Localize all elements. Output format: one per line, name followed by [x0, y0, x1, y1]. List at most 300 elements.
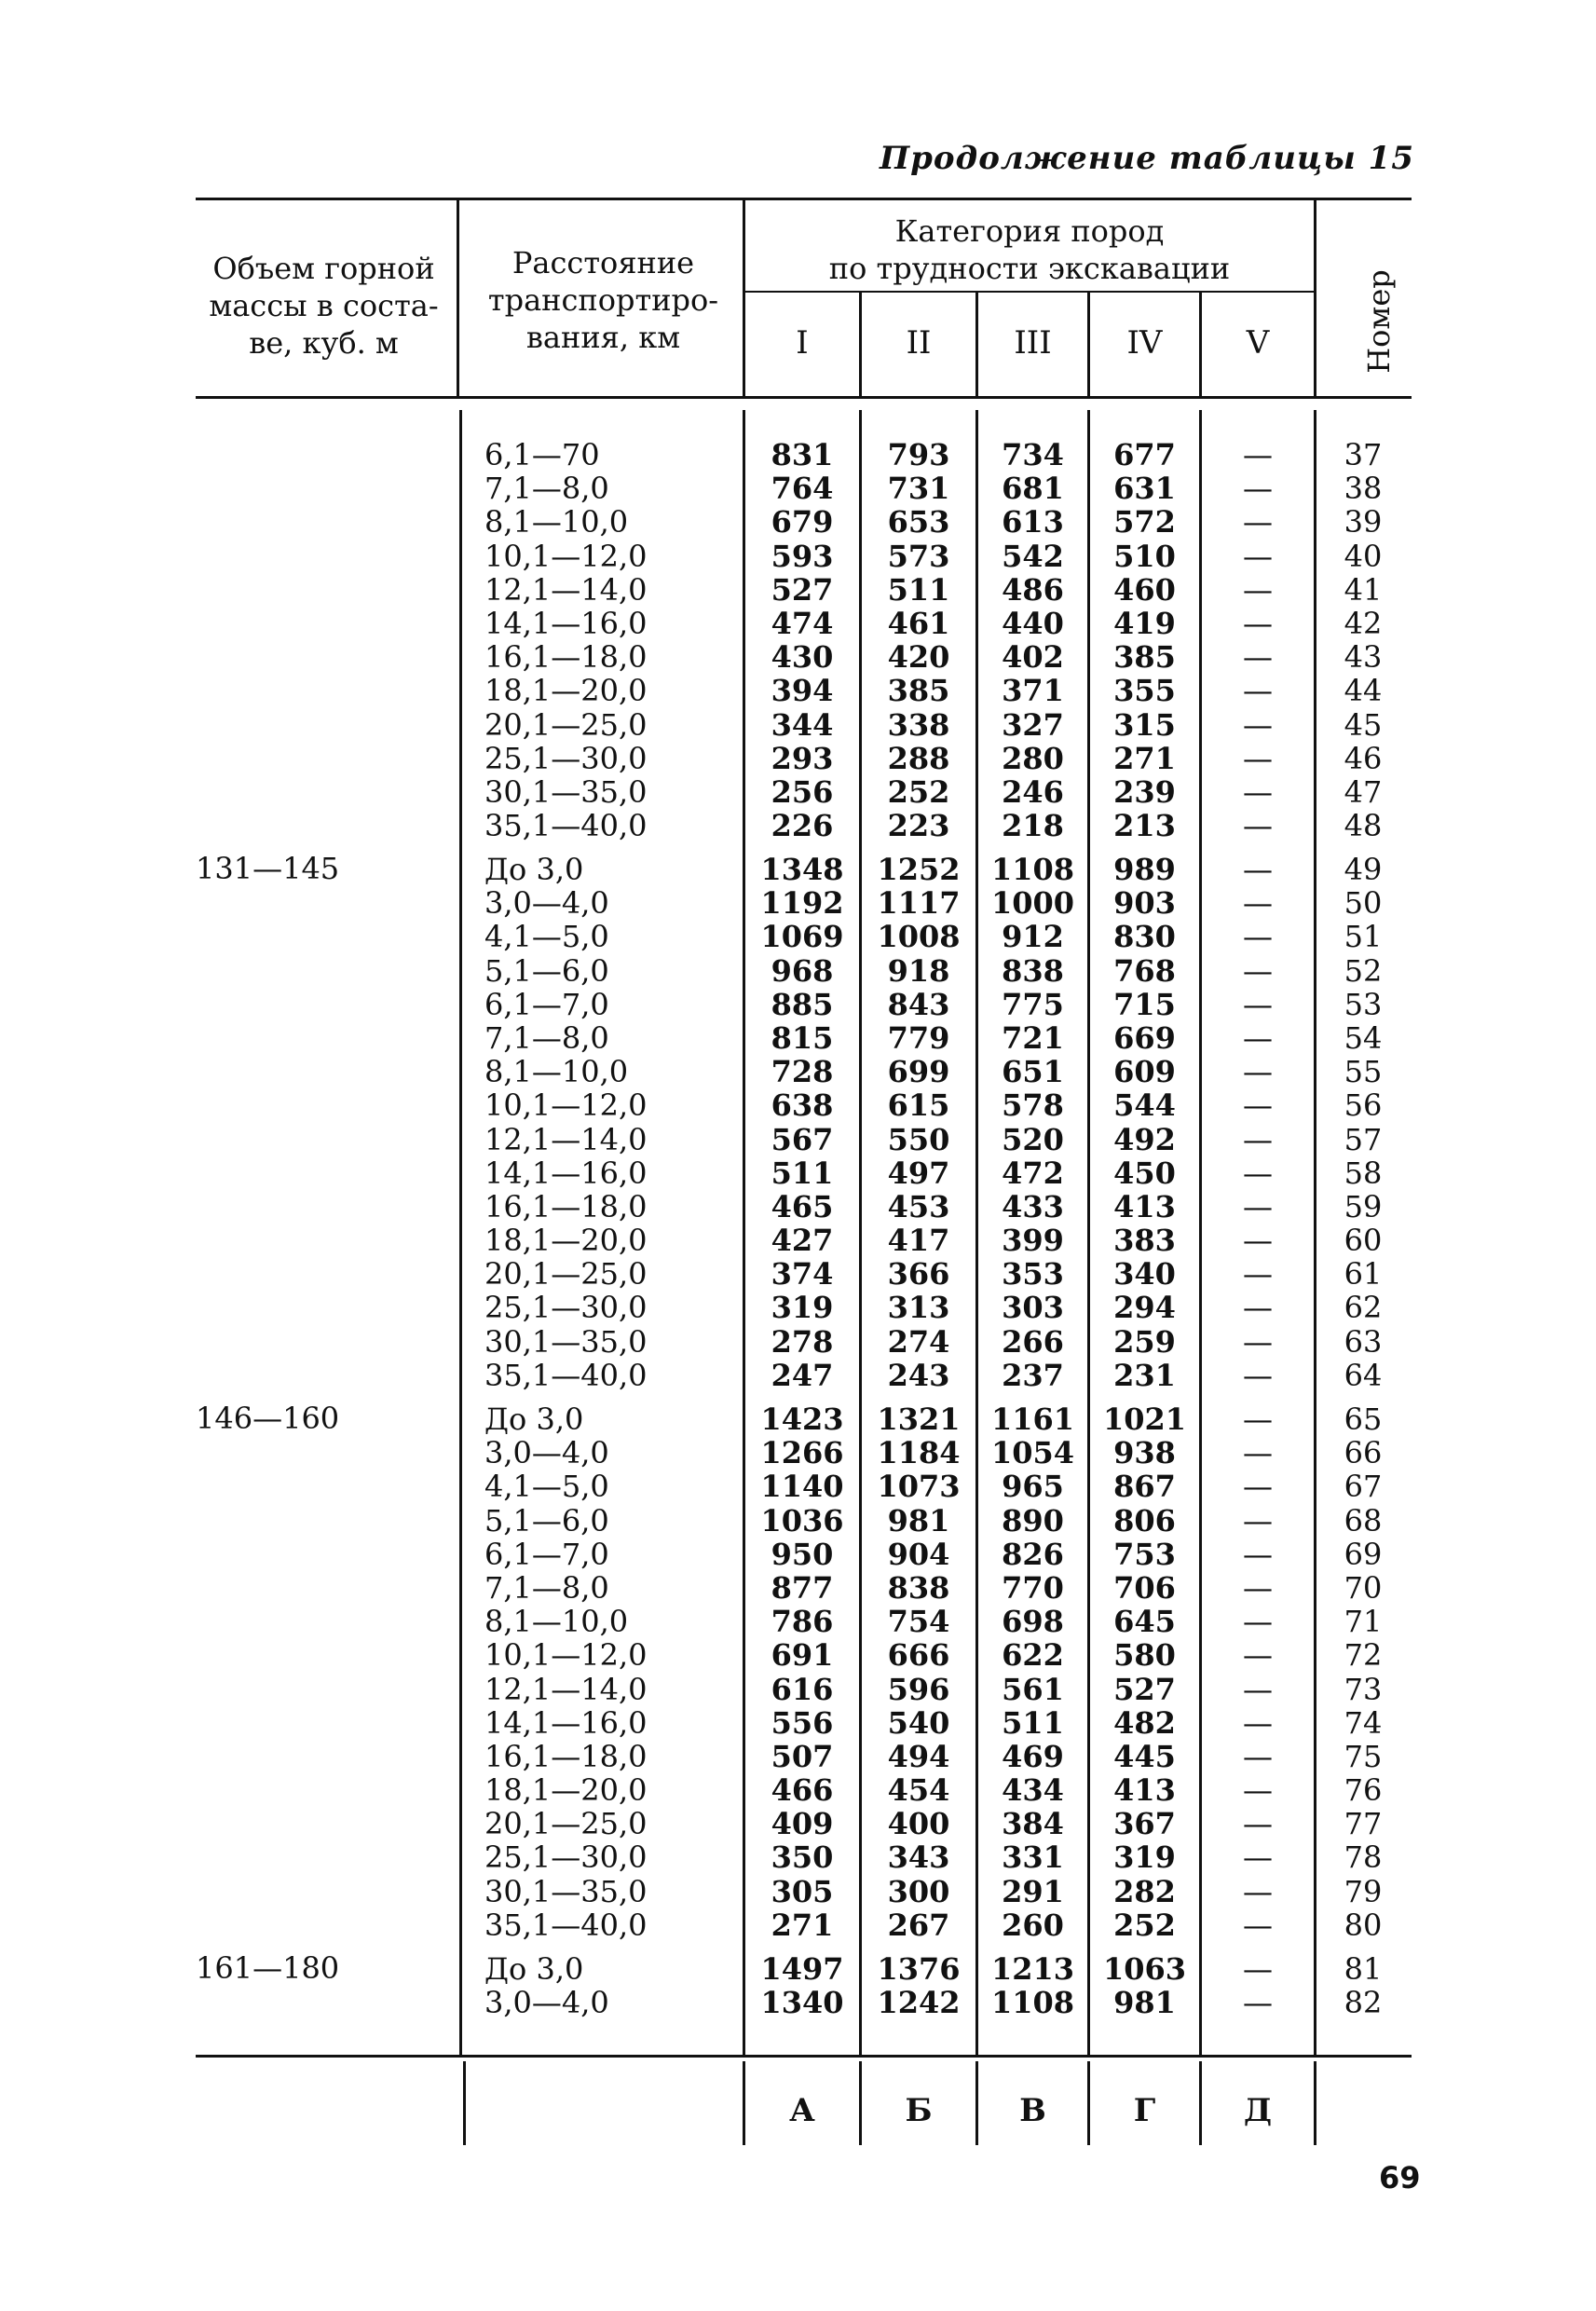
value-cell: 786 [771, 1604, 834, 1640]
value-cell: 1069 [760, 919, 844, 955]
value-cell: 653 [887, 504, 950, 540]
value-cell: 1073 [877, 1469, 961, 1505]
distance-cell: 10,1—12,0 [484, 538, 648, 574]
value-cell: 465 [771, 1188, 834, 1224]
value-cell: 400 [887, 1806, 950, 1842]
distance-cell: 8,1—10,0 [484, 504, 629, 540]
value-cell: 768 [1113, 952, 1176, 989]
category-column-1 [745, 438, 859, 842]
value-cell: 622 [1002, 1637, 1064, 1674]
row-number-cell: 67 [1344, 1469, 1383, 1505]
value-cell: 350 [771, 1839, 834, 1876]
value-cell: 1266 [760, 1435, 844, 1471]
distance-cell: 16,1—18,0 [484, 639, 648, 676]
dash-cell: — [1243, 1256, 1273, 1292]
number-column [1316, 1952, 1410, 2019]
distance-cell: 6,1—70 [484, 437, 600, 472]
value-cell: 374 [771, 1256, 834, 1292]
value-cell: 338 [887, 706, 950, 743]
value-cell: 450 [1113, 1155, 1176, 1191]
value-cell: 815 [771, 1019, 834, 1056]
row-number-cell: 54 [1344, 1019, 1383, 1056]
dash-cell: — [1243, 885, 1273, 922]
value-cell: 593 [771, 538, 834, 574]
dash-cell: — [1243, 1290, 1273, 1326]
roman-I: I [796, 324, 809, 362]
value-cell: 466 [771, 1772, 834, 1809]
number-column [1316, 853, 1410, 1392]
value-cell: 486 [1002, 571, 1064, 608]
row-number-cell: 53 [1344, 986, 1383, 1022]
dash-cell: — [1243, 471, 1273, 507]
row-number-cell: 72 [1344, 1637, 1383, 1674]
value-cell: 877 [771, 1569, 834, 1606]
dash-cell: — [1243, 1087, 1273, 1124]
volume-label: 146—160 [196, 1401, 340, 1436]
value-cell: 981 [887, 1502, 950, 1538]
dash-cell: — [1243, 773, 1273, 810]
value-cell: 305 [771, 1873, 834, 1909]
value-cell: 445 [1113, 1738, 1176, 1774]
row-number-cell: 50 [1344, 885, 1383, 922]
distance-cell: 6,1—7,0 [484, 986, 609, 1022]
number-column [1316, 1402, 1410, 1942]
value-cell: 885 [771, 986, 834, 1022]
value-cell: 331 [1002, 1839, 1064, 1876]
row-number-cell: 77 [1344, 1806, 1383, 1842]
distance-column [484, 1402, 648, 1942]
value-cell: 482 [1113, 1704, 1176, 1741]
value-cell: 638 [771, 1087, 834, 1124]
row-number-cell: 44 [1344, 673, 1383, 709]
number-header: Номер [1361, 269, 1397, 374]
footer-letter-g: Г [1133, 2092, 1156, 2129]
value-cell: 572 [1113, 504, 1176, 540]
header-vrule-7 [1314, 200, 1316, 396]
value-cell: 383 [1113, 1223, 1176, 1259]
dash-cell: — [1243, 1019, 1273, 1056]
value-cell: 540 [887, 1704, 950, 1741]
value-cell: 831 [771, 437, 834, 472]
distance-cell: 18,1—20,0 [484, 673, 648, 709]
value-cell: 256 [771, 773, 834, 810]
value-cell: 731 [887, 471, 950, 507]
value-cell: 793 [887, 437, 950, 472]
value-cell: 266 [1002, 1323, 1064, 1360]
distance-cell: 3,0—4,0 [484, 1985, 609, 2021]
value-cell: 567 [771, 1121, 834, 1157]
value-cell: 433 [1002, 1188, 1064, 1224]
value-cell: 1321 [877, 1402, 961, 1437]
value-cell: 1184 [877, 1435, 961, 1471]
value-cell: 417 [887, 1223, 950, 1259]
category-header: Категория пород по трудности экскавации [828, 213, 1231, 286]
row-number-cell: 73 [1344, 1671, 1383, 1707]
distance-cell: 5,1—6,0 [484, 952, 609, 989]
row-number-cell: 48 [1344, 808, 1383, 844]
row-number-cell: 78 [1344, 1839, 1383, 1876]
category-column-5 [1202, 853, 1314, 1392]
category-column-2 [862, 1402, 975, 1942]
value-cell: 1117 [877, 885, 961, 922]
distance-cell: 16,1—18,0 [484, 1188, 648, 1224]
dash-cell: — [1243, 740, 1273, 776]
row-number-cell: 39 [1344, 504, 1383, 540]
value-cell: 252 [1113, 1907, 1176, 1943]
value-cell: 1054 [990, 1435, 1075, 1471]
category-column-3 [978, 1402, 1087, 1942]
distance-cell: 25,1—30,0 [484, 1839, 648, 1876]
dash-cell: — [1243, 952, 1273, 989]
value-cell: 616 [771, 1671, 834, 1707]
distance-cell: 35,1—40,0 [484, 1907, 648, 1943]
value-cell: 291 [1002, 1873, 1064, 1909]
value-cell: 764 [771, 471, 834, 507]
value-cell: 1348 [760, 852, 844, 887]
row-number-cell: 71 [1344, 1604, 1383, 1640]
category-column-3 [978, 1952, 1087, 2019]
dash-cell: — [1243, 1738, 1273, 1774]
value-cell: 527 [771, 571, 834, 608]
value-cell: 469 [1002, 1738, 1064, 1774]
row-number-cell: 82 [1344, 1985, 1383, 2021]
value-cell: 413 [1113, 1772, 1176, 1809]
value-cell: 544 [1113, 1087, 1176, 1124]
category-column-1 [745, 1402, 859, 1942]
category-column-3 [978, 853, 1087, 1392]
dash-cell: — [1243, 673, 1273, 709]
row-number-cell: 45 [1344, 706, 1383, 743]
value-cell: 715 [1113, 986, 1176, 1022]
category-column-1 [745, 1952, 859, 2019]
value-cell: 1340 [760, 1985, 844, 2021]
value-cell: 728 [771, 1054, 834, 1090]
dash-cell: — [1243, 1357, 1273, 1393]
footer-letter-v: В [1019, 2092, 1046, 2129]
number-column [1316, 438, 1410, 842]
row-number-cell: 55 [1344, 1054, 1383, 1090]
distance-cell: 25,1—30,0 [484, 1290, 648, 1326]
row-number-cell: 52 [1344, 952, 1383, 989]
row-number-cell: 64 [1344, 1357, 1383, 1393]
row-number-cell: 42 [1344, 605, 1383, 641]
distance-cell: До 3,0 [484, 1951, 584, 1987]
row-number-cell: 63 [1344, 1323, 1383, 1360]
table-bottom-rule [196, 2055, 1412, 2058]
footer-vrule-7 [1314, 2061, 1316, 2145]
dash-cell: — [1243, 538, 1273, 574]
dash-cell: — [1243, 1323, 1273, 1360]
row-number-cell: 76 [1344, 1772, 1383, 1809]
distance-cell: 3,0—4,0 [484, 885, 609, 922]
row-number-cell: 65 [1344, 1402, 1383, 1437]
value-cell: 806 [1113, 1502, 1176, 1538]
dash-cell: — [1243, 986, 1273, 1022]
dash-cell: — [1243, 1502, 1273, 1538]
value-cell: 243 [887, 1357, 950, 1393]
value-cell: 681 [1002, 471, 1064, 507]
value-cell: 669 [1113, 1019, 1176, 1056]
category-column-4 [1090, 1952, 1199, 2019]
category-column-5 [1202, 1402, 1314, 1942]
value-cell: 434 [1002, 1772, 1064, 1809]
value-cell: 319 [771, 1290, 834, 1326]
value-cell: 453 [887, 1188, 950, 1224]
value-cell: 779 [887, 1019, 950, 1056]
dash-cell: — [1243, 571, 1273, 608]
value-cell: 890 [1002, 1502, 1064, 1538]
value-cell: 385 [1113, 639, 1176, 676]
distance-cell: 4,1—5,0 [484, 1469, 609, 1505]
value-cell: 578 [1002, 1087, 1064, 1124]
row-number-cell: 40 [1344, 538, 1383, 574]
dash-cell: — [1243, 1839, 1273, 1876]
value-cell: 409 [771, 1806, 834, 1842]
dash-cell: — [1243, 1637, 1273, 1674]
distance-cell: До 3,0 [484, 852, 584, 887]
value-cell: 366 [887, 1256, 950, 1292]
value-cell: 239 [1113, 773, 1176, 810]
value-cell: 775 [1002, 986, 1064, 1022]
dash-cell: — [1243, 1569, 1273, 1606]
dash-cell: — [1243, 808, 1273, 844]
distance-cell: 7,1—8,0 [484, 471, 609, 507]
distance-cell: 14,1—16,0 [484, 1155, 648, 1191]
dash-cell: — [1243, 1772, 1273, 1809]
row-number-cell: 46 [1344, 740, 1383, 776]
row-number-cell: 75 [1344, 1738, 1383, 1774]
value-cell: 384 [1002, 1806, 1064, 1842]
value-cell: 938 [1113, 1435, 1176, 1471]
value-cell: 355 [1113, 673, 1176, 709]
value-cell: 231 [1113, 1357, 1176, 1393]
distance-cell: 4,1—5,0 [484, 919, 609, 955]
distance-cell: 20,1—25,0 [484, 706, 648, 743]
distance-cell: 30,1—35,0 [484, 773, 648, 810]
value-cell: 461 [887, 605, 950, 641]
distance-cell: 30,1—35,0 [484, 1873, 648, 1909]
row-number-cell: 66 [1344, 1435, 1383, 1471]
distance-column [484, 853, 648, 1392]
dash-cell: — [1243, 1951, 1273, 1987]
roman-II: II [906, 324, 932, 362]
value-cell: 353 [1002, 1256, 1064, 1292]
header-vrule-1 [457, 200, 459, 396]
distance-cell: 25,1—30,0 [484, 740, 648, 776]
value-cell: 300 [887, 1873, 950, 1909]
value-cell: 420 [887, 639, 950, 676]
value-cell: 303 [1002, 1290, 1064, 1326]
row-number-cell: 57 [1344, 1121, 1383, 1157]
distance-cell: 14,1—16,0 [484, 1704, 648, 1741]
value-cell: 1140 [760, 1469, 844, 1505]
row-number-cell: 59 [1344, 1188, 1383, 1224]
distance-cell: 6,1—7,0 [484, 1536, 609, 1572]
value-cell: 1497 [760, 1951, 844, 1987]
value-cell: 561 [1002, 1671, 1064, 1707]
value-cell: 1000 [990, 885, 1075, 922]
value-cell: 1161 [990, 1402, 1075, 1437]
value-cell: 213 [1113, 808, 1176, 844]
category-column-3 [978, 438, 1087, 842]
value-cell: 419 [1113, 605, 1176, 641]
category-column-2 [862, 853, 975, 1392]
value-cell: 511 [887, 571, 950, 608]
category-column-1 [745, 853, 859, 1392]
dash-cell: — [1243, 504, 1273, 540]
distance-cell: 20,1—25,0 [484, 1806, 648, 1842]
category-rule [745, 291, 1314, 293]
value-cell: 645 [1113, 1604, 1176, 1640]
dash-cell: — [1243, 706, 1273, 743]
row-number-cell: 61 [1344, 1256, 1383, 1292]
value-cell: 721 [1002, 1019, 1064, 1056]
distance-cell: 10,1—12,0 [484, 1087, 648, 1124]
value-cell: 454 [887, 1772, 950, 1809]
value-cell: 770 [1002, 1569, 1064, 1606]
value-cell: 912 [1002, 919, 1064, 955]
value-cell: 830 [1113, 919, 1176, 955]
distance-cell: 10,1—12,0 [484, 1637, 648, 1674]
footer-letter-a: А [789, 2092, 815, 2129]
distance-cell: 7,1—8,0 [484, 1019, 609, 1056]
value-cell: 246 [1002, 773, 1064, 810]
value-cell: 492 [1113, 1121, 1176, 1157]
value-cell: 274 [887, 1323, 950, 1360]
value-cell: 402 [1002, 639, 1064, 676]
value-cell: 904 [887, 1536, 950, 1572]
value-cell: 497 [887, 1155, 950, 1191]
row-number-cell: 37 [1344, 437, 1383, 472]
dash-cell: — [1243, 1435, 1273, 1471]
dash-cell: — [1243, 639, 1273, 676]
value-cell: 580 [1113, 1637, 1176, 1674]
value-cell: 613 [1002, 504, 1064, 540]
distance-cell: 12,1—14,0 [484, 571, 648, 608]
distance-cell: 20,1—25,0 [484, 1256, 648, 1292]
value-cell: 965 [1002, 1469, 1064, 1505]
value-cell: 413 [1113, 1188, 1176, 1224]
value-cell: 1008 [877, 919, 961, 955]
volume-header: Объем горной массы в соста- ве, куб. м [209, 251, 439, 361]
row-number-cell: 49 [1344, 852, 1383, 887]
dash-cell: — [1243, 1806, 1273, 1842]
table-caption: Продолжение таблицы 15 [879, 140, 1414, 177]
dash-cell: — [1243, 1536, 1273, 1572]
distance-cell: 30,1—35,0 [484, 1323, 648, 1360]
row-number-cell: 80 [1344, 1907, 1383, 1943]
value-cell: 507 [771, 1738, 834, 1774]
dash-cell: — [1243, 1985, 1273, 2021]
row-number-cell: 69 [1344, 1536, 1383, 1572]
value-cell: 1242 [877, 1985, 961, 2021]
dash-cell: — [1243, 1873, 1273, 1909]
row-number-cell: 41 [1344, 571, 1383, 608]
row-number-cell: 58 [1344, 1155, 1383, 1191]
value-cell: 609 [1113, 1054, 1176, 1090]
footer-vrule-1 [463, 2061, 466, 2145]
value-cell: 679 [771, 504, 834, 540]
value-cell: 511 [1002, 1704, 1064, 1741]
value-cell: 699 [887, 1054, 950, 1090]
value-cell: 903 [1113, 885, 1176, 922]
value-cell: 218 [1002, 808, 1064, 844]
volume-label: 131—145 [196, 851, 340, 886]
value-cell: 1063 [1102, 1951, 1187, 1987]
distance-cell: 12,1—14,0 [484, 1671, 648, 1707]
dash-cell: — [1243, 437, 1273, 472]
value-cell: 950 [771, 1536, 834, 1572]
value-cell: 666 [887, 1637, 950, 1674]
value-cell: 706 [1113, 1569, 1176, 1606]
value-cell: 981 [1113, 1985, 1176, 2021]
value-cell: 267 [887, 1907, 950, 1943]
body-vrule-1 [459, 410, 462, 2055]
dash-cell: — [1243, 852, 1273, 887]
value-cell: 556 [771, 1704, 834, 1741]
distance-cell: 35,1—40,0 [484, 808, 648, 844]
value-cell: 385 [887, 673, 950, 709]
value-cell: 294 [1113, 1290, 1176, 1326]
row-number-cell: 62 [1344, 1290, 1383, 1326]
value-cell: 237 [1002, 1357, 1064, 1393]
value-cell: 968 [771, 952, 834, 989]
distance-cell: 18,1—20,0 [484, 1772, 648, 1809]
row-number-cell: 47 [1344, 773, 1383, 810]
dash-cell: — [1243, 605, 1273, 641]
value-cell: 494 [887, 1738, 950, 1774]
distance-cell: 16,1—18,0 [484, 1738, 648, 1774]
dash-cell: — [1243, 1155, 1273, 1191]
dash-cell: — [1243, 1223, 1273, 1259]
distance-header: Расстояние транспортиро- вания, км [487, 245, 719, 355]
value-cell: 838 [887, 1569, 950, 1606]
row-number-cell: 43 [1344, 639, 1383, 676]
value-cell: 867 [1113, 1469, 1176, 1505]
value-cell: 1108 [990, 852, 1075, 887]
value-cell: 550 [887, 1121, 950, 1157]
volume-label: 161—180 [196, 1950, 340, 1986]
page-number: 69 [1379, 2160, 1421, 2195]
value-cell: 843 [887, 986, 950, 1022]
value-cell: 259 [1113, 1323, 1176, 1360]
distance-column [484, 438, 648, 842]
value-cell: 399 [1002, 1223, 1064, 1259]
value-cell: 315 [1113, 706, 1176, 743]
value-cell: 542 [1002, 538, 1064, 574]
value-cell: 271 [1113, 740, 1176, 776]
dash-cell: — [1243, 1054, 1273, 1090]
value-cell: 615 [887, 1087, 950, 1124]
category-column-2 [862, 438, 975, 842]
value-cell: 677 [1113, 437, 1176, 472]
value-cell: 1192 [760, 885, 844, 922]
value-cell: 340 [1113, 1256, 1176, 1292]
row-number-cell: 60 [1344, 1223, 1383, 1259]
footer-letter-d: Д [1243, 2092, 1273, 2129]
dash-cell: — [1243, 1604, 1273, 1640]
value-cell: 293 [771, 740, 834, 776]
row-number-cell: 81 [1344, 1951, 1383, 1987]
distance-cell: 18,1—20,0 [484, 1223, 648, 1259]
dash-cell: — [1243, 1402, 1273, 1437]
distance-cell: 7,1—8,0 [484, 1569, 609, 1606]
roman-V: V [1246, 324, 1270, 362]
value-cell: 223 [887, 808, 950, 844]
footer-letter-b: Б [905, 2092, 933, 2129]
top-rule [196, 198, 1412, 200]
row-number-cell: 68 [1344, 1502, 1383, 1538]
